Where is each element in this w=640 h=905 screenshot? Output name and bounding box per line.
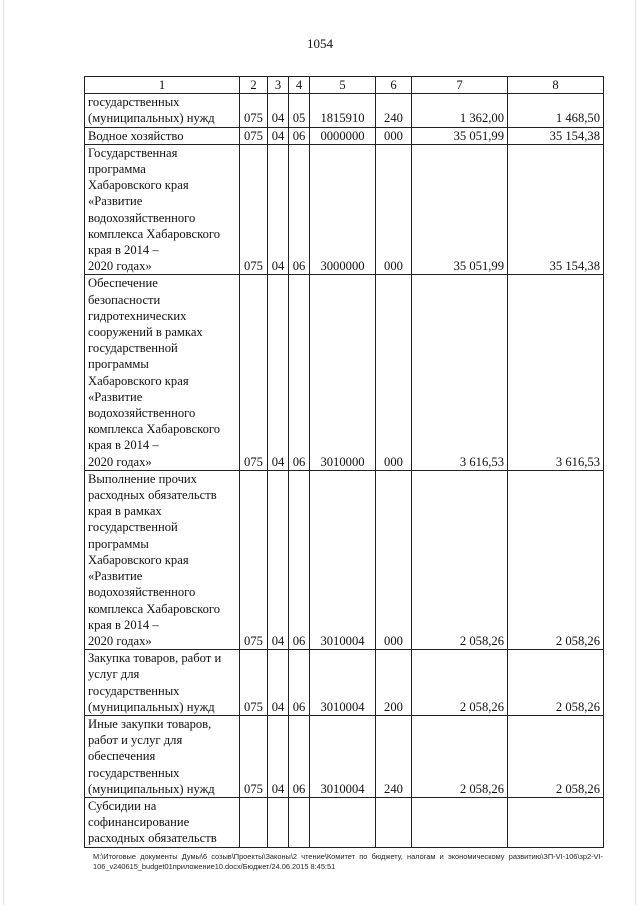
cell-amount-year1: 2 058,26 <box>412 470 508 649</box>
column-header: 4 <box>289 77 310 94</box>
row-name-cell: Иные закупки товаров, работ и услуг для обеспечения государственных (муниципальных) нужд <box>85 715 240 797</box>
cell-ministry-code: 075 <box>240 470 268 649</box>
table-row <box>85 94 604 127</box>
cell-ministry-code: 075 <box>240 94 268 127</box>
cell-amount-year2: 1 468,50 <box>508 94 604 127</box>
budget-table <box>84 76 604 848</box>
table-row <box>85 715 604 797</box>
cell-amount-year1: 2 058,26 <box>412 715 508 797</box>
cell-amount-year1: 35 051,99 <box>412 144 508 275</box>
column-header: 8 <box>508 77 604 94</box>
cell-amount-year1 <box>412 797 508 847</box>
table-row <box>85 797 604 847</box>
row-name-cell: государственных (муниципальных) нужд <box>85 94 240 127</box>
cell-section-code: 04 <box>268 127 289 144</box>
cell-subsection-code: 06 <box>289 127 310 144</box>
cell-target-article: 0000000 <box>310 127 376 144</box>
cell-ministry-code: 075 <box>240 127 268 144</box>
column-header: 7 <box>412 77 508 94</box>
cell-subsection-code: 06 <box>289 144 310 275</box>
table-row <box>85 144 604 275</box>
cell-expense-type: 000 <box>376 144 412 275</box>
cell-expense-type: 200 <box>376 650 412 716</box>
row-name-cell: Закупка товаров, работ и услуг для государственных (муниципальных) нужд <box>85 650 240 716</box>
row-name-cell: Государственная программа Хабаровского края «Развитие водохозяйственного комплекса Хабаровского края в 2014 – 2020 годах» <box>85 144 240 275</box>
cell-amount-year2 <box>508 797 604 847</box>
cell-section-code: 04 <box>268 470 289 649</box>
cell-target-article: 3010004 <box>310 470 376 649</box>
column-header: 3 <box>268 77 289 94</box>
table-header-row <box>85 77 604 94</box>
cell-target-article: 3000000 <box>310 144 376 275</box>
cell-subsection-code: 05 <box>289 94 310 127</box>
table-row <box>85 470 604 649</box>
cell-section-code: 04 <box>268 144 289 275</box>
cell-ministry-code: 075 <box>240 275 268 470</box>
cell-section-code: 04 <box>268 275 289 470</box>
cell-ministry-code: 075 <box>240 715 268 797</box>
cell-target-article: 1815910 <box>310 94 376 127</box>
table-row <box>85 650 604 716</box>
scan-edge-right <box>635 0 636 905</box>
column-header: 1 <box>85 77 240 94</box>
cell-section-code: 04 <box>268 650 289 716</box>
row-name-cell: Обеспечение безопасности гидротехнических сооружений в рамках государственной программы Хабаровского края «Развитие водохозяйственного комплекса Хабаровского края в 2014 – 2020 годах» <box>85 275 240 470</box>
cell-ministry-code: 075 <box>240 144 268 275</box>
cell-amount-year1: 2 058,26 <box>412 650 508 716</box>
cell-expense-type: 240 <box>376 94 412 127</box>
cell-amount-year1: 3 616,53 <box>412 275 508 470</box>
table-row <box>85 275 604 470</box>
cell-subsection-code <box>289 797 310 847</box>
cell-target-article: 3010004 <box>310 650 376 716</box>
column-header: 2 <box>240 77 268 94</box>
table-row <box>85 127 604 144</box>
cell-target-article: 3010004 <box>310 715 376 797</box>
cell-target-article: 3010000 <box>310 275 376 470</box>
cell-amount-year2: 3 616,53 <box>508 275 604 470</box>
cell-amount-year2: 35 154,38 <box>508 127 604 144</box>
cell-expense-type: 240 <box>376 715 412 797</box>
page-number: 1054 <box>307 36 333 51</box>
cell-subsection-code: 06 <box>289 650 310 716</box>
cell-subsection-code: 06 <box>289 715 310 797</box>
cell-expense-type <box>376 797 412 847</box>
cell-expense-type: 000 <box>376 470 412 649</box>
cell-target-article <box>310 797 376 847</box>
cell-section-code <box>268 797 289 847</box>
row-name-cell: Выполнение прочих расходных обязательств края в рамках государственной программы Хабаровского края «Развитие водохозяйственного комплекса Хабаровского края в 2014 – 2020 годах» <box>85 470 240 649</box>
cell-ministry-code <box>240 797 268 847</box>
cell-amount-year1: 1 362,00 <box>412 94 508 127</box>
column-header: 5 <box>310 77 376 94</box>
cell-expense-type: 000 <box>376 275 412 470</box>
row-name-cell: Субсидии на софинансирование расходных обязательств <box>85 797 240 847</box>
scan-edge-left <box>3 0 4 905</box>
cell-section-code: 04 <box>268 715 289 797</box>
cell-subsection-code: 06 <box>289 275 310 470</box>
document-path-footer: М:\Итоговые документы Думы\6 созыв\Проекты\Законы\2 чтение\Комитет по бюджету, налогам и экономическому развитию\ЗП-VI-106\зр2-VI-106_v240615_budget01приложение10.docx/Бюджет/24.06.2015 8:45:51 <box>93 852 603 871</box>
cell-amount-year2: 35 154,38 <box>508 144 604 275</box>
cell-amount-year1: 35 051,99 <box>412 127 508 144</box>
cell-amount-year2: 2 058,26 <box>508 715 604 797</box>
row-name-cell: Водное хозяйство <box>85 127 240 144</box>
cell-ministry-code: 075 <box>240 650 268 716</box>
cell-amount-year2: 2 058,26 <box>508 650 604 716</box>
column-header: 6 <box>376 77 412 94</box>
cell-expense-type: 000 <box>376 127 412 144</box>
cell-section-code: 04 <box>268 94 289 127</box>
cell-subsection-code: 06 <box>289 470 310 649</box>
cell-amount-year2: 2 058,26 <box>508 470 604 649</box>
